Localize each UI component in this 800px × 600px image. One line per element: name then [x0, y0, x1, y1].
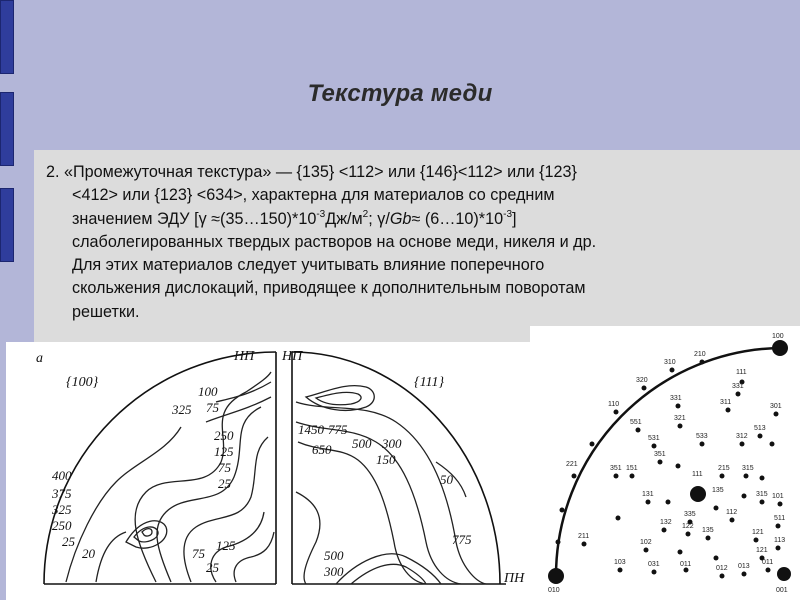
- contour-value: 75: [192, 546, 205, 561]
- body-line-7: решетки.: [72, 302, 140, 321]
- contour-value: 400: [52, 468, 72, 483]
- stereo-label: 351: [610, 465, 622, 472]
- body-line-6: скольжения дислокаций, приводящее к дополнительным поворотам: [72, 279, 586, 298]
- contour-value: 20: [82, 546, 95, 561]
- stereo-label: 321: [674, 415, 686, 422]
- contour-value: 650: [312, 442, 332, 457]
- stereo-label: 513: [754, 425, 766, 432]
- stereo-label: 335: [684, 511, 696, 518]
- pole-figures-svg: [6, 342, 530, 600]
- stereo-label: 013: [738, 563, 750, 570]
- side-tab-1: [0, 0, 14, 74]
- stereo-label: 135: [702, 527, 714, 534]
- pole-dot-111: [690, 486, 706, 502]
- body-line-2: <412> или {123} <634>, характерна для материалов со средним: [72, 186, 555, 205]
- pole-dot-100: [772, 340, 788, 356]
- line3-part: значением ЭДУ [γ ≈(35…150)*10: [72, 209, 317, 228]
- stereo-label: 320: [636, 377, 648, 384]
- stereo-label: 210: [694, 351, 706, 358]
- body-line-1: 2. «Промежуточная текстура» — {135} <112> или {146}<112> или {123}: [46, 163, 577, 181]
- contour-value: 775: [328, 422, 348, 437]
- pn-label: ПН: [504, 571, 525, 586]
- stereo-label: 122: [682, 523, 694, 530]
- contour-value: 75: [218, 460, 231, 475]
- contour-value: 250: [214, 428, 234, 443]
- stereo-label: 101: [772, 493, 784, 500]
- stereo-label: 310: [664, 359, 676, 366]
- contour-value: 300: [382, 436, 402, 451]
- contour-value: 150: [376, 452, 396, 467]
- contour-value: 325: [172, 402, 192, 417]
- stereo-label: 531: [648, 435, 660, 442]
- pole-dot-001: [777, 567, 791, 581]
- line3-part: ≈ (6…10)*10: [411, 209, 504, 228]
- body-text: [46, 161, 746, 324]
- contour-value: 25: [206, 560, 219, 575]
- body-line-3: [46, 208, 746, 231]
- stereo-label: 151: [626, 465, 638, 472]
- line3-sup: 2: [362, 208, 369, 220]
- contour-value: 500: [324, 548, 344, 563]
- stereo-label: 215: [718, 465, 730, 472]
- stereo-label: 511: [774, 515, 786, 522]
- side-tab-3: [0, 188, 14, 262]
- panel-letter: а: [36, 351, 43, 366]
- contour-value: 300: [324, 564, 344, 579]
- left-label: {100}: [66, 375, 99, 390]
- stereo-label: 331: [732, 383, 744, 390]
- stereo-label: 131: [642, 491, 654, 498]
- stereo-label: 533: [696, 433, 708, 440]
- stereo-label: 110: [608, 401, 620, 408]
- stereo-label: 111: [736, 369, 747, 376]
- stereo-label: 132: [660, 519, 672, 526]
- stereo-label: 011: [762, 559, 774, 566]
- stereo-label: 301: [770, 403, 782, 410]
- stereo-label: 103: [614, 559, 626, 566]
- line3-part: ; γ/: [368, 209, 390, 228]
- contour-value: 1450: [298, 422, 324, 437]
- stereo-label: 221: [566, 461, 578, 468]
- stereo-label: 315: [756, 491, 768, 498]
- body-line-5: Для этих материалов следует учитывать влияние поперечного: [72, 256, 545, 275]
- contour-value: 25: [62, 534, 75, 549]
- stereo-label: 100: [772, 333, 784, 340]
- stereo-label: 311: [720, 399, 732, 406]
- stereo-label: 001: [776, 587, 788, 594]
- contour-value: 500: [352, 436, 372, 451]
- stereo-label: 111: [692, 471, 703, 478]
- contour-value: 250: [52, 518, 72, 533]
- contour-value: 75: [206, 400, 219, 415]
- contour-value: 125: [216, 538, 236, 553]
- stereo-label: 121: [752, 529, 764, 536]
- right-label: {111}: [414, 375, 445, 390]
- np-left: НП: [234, 349, 255, 364]
- stereo-label: 102: [640, 539, 652, 546]
- stereo-label: 351: [654, 451, 666, 458]
- body-line-4: слаболегированных твердых растворов на основе меди, никеля и др.: [72, 232, 597, 251]
- stereographic-projection-image: [530, 326, 800, 600]
- stereo-label: 010: [548, 587, 560, 594]
- contour-value: 125: [214, 444, 234, 459]
- stereo-label: 551: [630, 419, 642, 426]
- stereo-label: 012: [716, 565, 728, 572]
- pole-figures-image: [6, 342, 530, 600]
- slide-title: Текстура меди: [307, 80, 493, 107]
- stereo-label: 011: [680, 561, 692, 568]
- contour-value: 775: [452, 532, 472, 547]
- line3-sup: -3: [316, 208, 326, 220]
- contour-value: 375: [52, 486, 72, 501]
- stereo-label: 211: [578, 533, 590, 540]
- contour-value: 50: [440, 472, 453, 487]
- line3-part: Gb: [389, 209, 412, 228]
- pole-dot-010: [548, 568, 564, 584]
- np-right: НП: [282, 349, 303, 364]
- contour-value: 325: [52, 502, 72, 517]
- stereo-label: 331: [670, 395, 682, 402]
- line3-part: Дж/м: [325, 209, 363, 228]
- contour-value: 100: [198, 384, 218, 399]
- stereo-label: 031: [648, 561, 660, 568]
- contour-value: 25: [218, 476, 231, 491]
- stereo-label: 112: [726, 509, 738, 516]
- stereo-svg: [530, 326, 800, 600]
- line3-sup: -3: [503, 208, 513, 220]
- stereo-label: 121: [756, 547, 768, 554]
- stereo-label: 315: [742, 465, 754, 472]
- stereo-label: 135: [712, 487, 724, 494]
- stereo-label: 113: [774, 537, 786, 544]
- line3-part: ]: [512, 209, 517, 228]
- stereo-label: 312: [736, 433, 748, 440]
